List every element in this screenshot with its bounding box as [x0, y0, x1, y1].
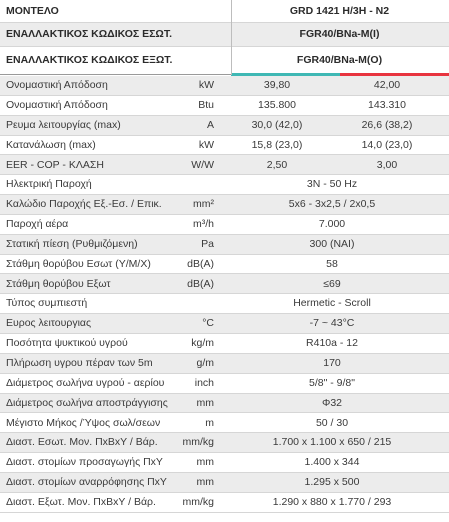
spec-value-heating: 143.310	[368, 99, 406, 112]
spec-row	[0, 136, 449, 156]
spec-row	[0, 394, 449, 414]
spec-value-heating: 26,6 (38,2)	[361, 118, 413, 131]
spec-unit: W/W	[191, 158, 214, 171]
spec-label: Ονομαστική Απόδοση	[6, 80, 108, 91]
spec-label: Τύπος συμπιεστή	[6, 298, 88, 309]
spec-value-cooling: 2,50	[266, 158, 288, 171]
spec-row	[0, 175, 449, 195]
spec-label: Διαστ. Εξωτ. Μον. ΠxΒxΥ / Βάρ.	[6, 496, 156, 508]
spec-row	[0, 374, 449, 394]
spec-label: Καλώδιο Παροχής Εξ.-Εσ. / Επικ.	[6, 199, 162, 210]
spec-label: EER - COP - ΚΛΑΣΗ	[6, 159, 104, 171]
spec-row	[0, 96, 449, 116]
spec-value: 1.400 x 344	[304, 456, 360, 469]
spec-value-cooling: 39,80	[263, 79, 291, 92]
spec-label: Ηλεκτρική Παροχή	[6, 179, 92, 190]
spec-row	[0, 116, 449, 136]
header-model-row	[0, 0, 449, 23]
spec-row	[0, 453, 449, 473]
spec-label: Διάμετρος σωλήνα υγρού - αερίου	[6, 377, 165, 389]
spec-value: 58	[326, 257, 338, 270]
spec-value-heating: 42,00	[373, 79, 401, 92]
spec-value: 50 / 30	[315, 416, 349, 429]
spec-label: Διάμετρος σωλήνα αποστράγγισης	[6, 397, 168, 409]
spec-unit: Pa	[201, 237, 214, 250]
header-alt-indoor-row	[0, 23, 449, 47]
spec-value: 1.700 x 1.100 x 650 / 215	[272, 436, 392, 449]
spec-label: Κατανάλωση (max)	[6, 139, 96, 151]
spec-row	[0, 433, 449, 453]
spec-row	[0, 76, 449, 96]
spec-rows	[0, 76, 449, 513]
spec-value-cooling: 15,8 (23,0)	[251, 138, 303, 151]
spec-label: Στατική πίεση (Ρυθμιζόμενη)	[6, 238, 138, 250]
spec-value: 170	[323, 356, 341, 369]
spec-unit: m³/h	[193, 218, 214, 231]
spec-value: 5/8" - 9/8"	[309, 376, 355, 389]
spec-unit: mm	[196, 456, 214, 469]
spec-row	[0, 215, 449, 235]
spec-value: R410a - 12	[306, 337, 358, 350]
spec-unit: mm	[196, 396, 214, 409]
spec-row	[0, 473, 449, 493]
spec-value: Φ32	[321, 396, 343, 409]
spec-value: 7.000	[318, 218, 346, 231]
spec-unit: dB(A)	[187, 277, 214, 290]
spec-unit: kg/m	[191, 337, 214, 350]
spec-row	[0, 255, 449, 275]
alt-indoor-label: ΕΝΑΛΛΑΚΤΙΚΟΣ ΚΩΔΙΚΟΣ ΕΣΩΤ.	[6, 29, 173, 40]
alt-outdoor-value: FGR40/BNa-M(O)	[296, 53, 383, 66]
spec-label: Ονομαστική Απόδοση	[6, 100, 108, 111]
spec-value: 1.290 x 880 x 1.770 / 293	[272, 495, 392, 508]
spec-value: 1.295 x 500	[304, 476, 360, 489]
model-value: GRD 1421 H/3H - N2	[289, 4, 390, 17]
spec-value: Hermetic - Scroll	[293, 297, 371, 310]
spec-label: Ρευμα λειτουργίας (max)	[6, 119, 121, 131]
spec-label: Παροχή αέρα	[6, 219, 69, 230]
spec-value: -7 ~ 43°C	[309, 317, 355, 330]
spec-row	[0, 413, 449, 433]
spec-label: Στάθμη θορύβου Εσωτ (Υ/Μ/Χ)	[6, 258, 151, 270]
spec-row	[0, 155, 449, 175]
spec-label: Ευρος λειτουργιας	[6, 318, 92, 329]
spec-unit: dB(A)	[187, 257, 214, 270]
spec-value-cooling: 30,0 (42,0)	[251, 118, 303, 131]
spec-row	[0, 334, 449, 354]
model-label: ΜΟΝΤΕΛΟ	[6, 5, 59, 17]
spec-row	[0, 493, 449, 513]
spec-row	[0, 354, 449, 374]
spec-row	[0, 195, 449, 215]
alt-outdoor-label: ΕΝΑΛΛΑΚΤΙΚΟΣ ΚΩΔΙΚΟΣ ΕΞΩΤ.	[6, 54, 173, 66]
spec-value-heating: 3,00	[376, 158, 398, 171]
header-divider	[231, 0, 232, 75]
spec-row	[0, 274, 449, 294]
spec-unit: kW	[198, 138, 214, 151]
spec-label: Στάθμη θορύβου Εξωτ	[6, 278, 111, 290]
spec-unit: mm/kg	[182, 436, 214, 449]
spec-unit: °C	[202, 317, 214, 330]
spec-label: Διαστ. στομίων αναρρόφησης ΠxΥ	[6, 477, 167, 488]
spec-unit: Btu	[198, 99, 214, 112]
spec-value-cooling: 135.800	[258, 99, 296, 112]
spec-unit: mm/kg	[182, 495, 214, 508]
header-alt-outdoor-row	[0, 47, 449, 73]
spec-row	[0, 314, 449, 334]
spec-value: 300 (ΝΑΙ)	[309, 237, 355, 250]
spec-value-heating: 14,0 (23,0)	[361, 138, 413, 151]
spec-unit: kW	[198, 79, 214, 92]
spec-label: Διαστ. Εσωτ. Μον. ΠxΒxΥ / Βάρ.	[6, 437, 158, 448]
spec-row	[0, 235, 449, 255]
spec-label: Ποσότητα ψυκτικού υγρού	[6, 338, 128, 349]
spec-label: Πλήρωση υγρου πέραν των 5m	[6, 357, 153, 369]
spec-value: ≤69	[323, 277, 341, 290]
alt-indoor-value: FGR40/BNa-M(I)	[299, 28, 380, 41]
spec-unit: mm²	[193, 198, 214, 211]
spec-row	[0, 294, 449, 314]
spec-unit: mm	[196, 476, 214, 489]
spec-value: 3N - 50 Hz	[306, 178, 358, 191]
spec-unit: m	[205, 416, 214, 429]
spec-unit: g/m	[196, 356, 214, 369]
accent-rule	[0, 74, 231, 75]
spec-label: Μέγιστο Μήκος /Ύψος σωλ/σεων	[6, 417, 161, 429]
spec-value: 5x6 - 3x2,5 / 2x0,5	[288, 198, 376, 211]
spec-label: Διαστ. στομίων προσαγωγής ΠxΥ	[6, 457, 163, 468]
spec-unit: A	[206, 118, 214, 131]
spec-unit: inch	[194, 376, 214, 389]
